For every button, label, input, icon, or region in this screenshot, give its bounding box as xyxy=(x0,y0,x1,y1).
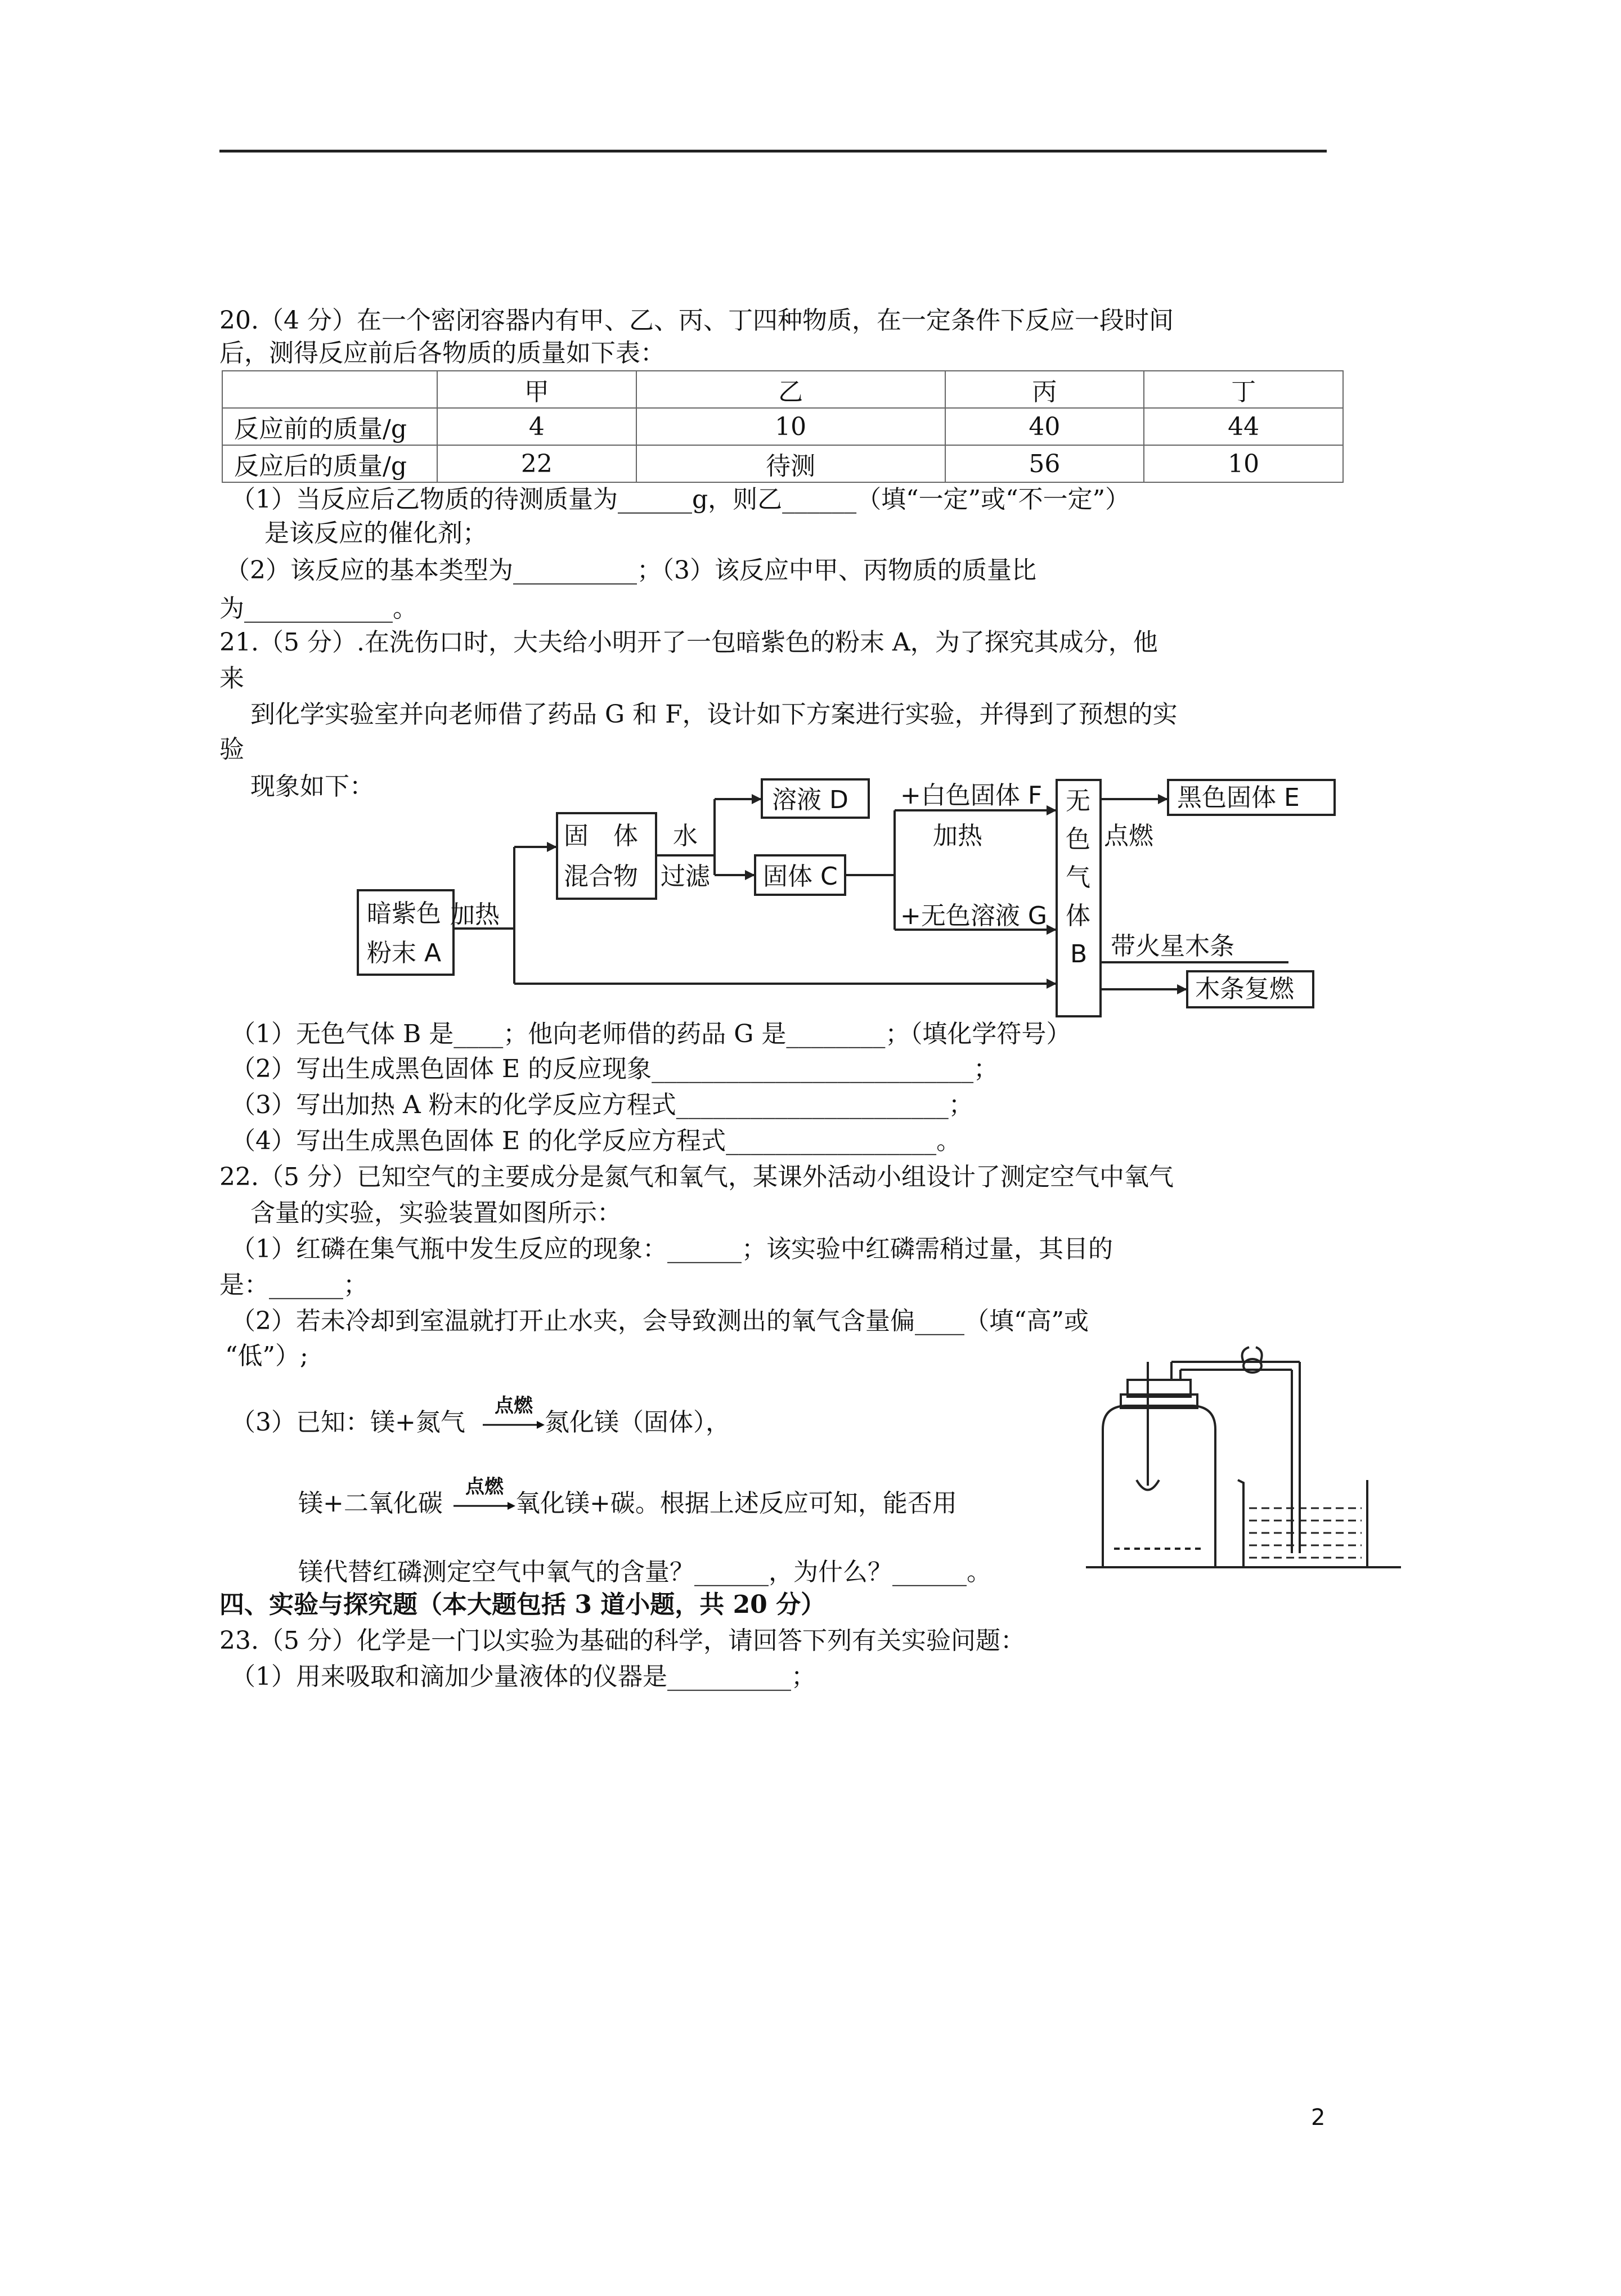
q22-sub1a: （1）红磷在集气瓶中发生反应的现象：______；该实验中红磷需稍过量，其目的 xyxy=(231,1235,1113,1263)
table-cell: 4 xyxy=(437,408,636,445)
section-4-heading: 四、实验与探究题（本大题包括 3 道小题，共 20 分） xyxy=(219,1590,826,1619)
reaction-arrow-1 xyxy=(483,1419,546,1430)
table-header-cell: 甲 xyxy=(437,371,636,408)
table-cell: 10 xyxy=(1144,445,1343,482)
ignite-condition-2: 点燃 xyxy=(465,1476,504,1498)
table-cell: 22 xyxy=(437,445,636,482)
q20-line2: 后，测得反应前后各物质的质量如下表： xyxy=(219,339,665,367)
heat2-label: 加热 xyxy=(933,822,982,850)
q22-sub2a: （2）若未冷却到室温就打开止水夹，会导致测出的氧气含量偏____（填“高”或 xyxy=(231,1307,1089,1335)
mixture-label-1: 固 体 xyxy=(564,822,638,850)
q22-line2: 含量的实验，实验装置如图所示： xyxy=(250,1199,622,1227)
q20-line1: 20.（4 分）在一个密闭容器内有甲、乙、丙、丁四种物质，在一定条件下反应一段时间 xyxy=(219,306,1174,335)
reaction-arrow-2 xyxy=(453,1500,517,1512)
q20-sub1a: （1）当反应后乙物质的待测质量为______g，则乙______（填“一定”或“不一定”） xyxy=(231,485,1130,514)
q21-sub4: （4）写出生成黑色固体 E 的化学反应方程式_________________。 xyxy=(231,1127,962,1155)
oxygen-measurement-apparatus xyxy=(1086,1339,1412,1587)
filter-label: 过滤 xyxy=(661,862,710,891)
gas-b-char-5: B xyxy=(1070,940,1088,968)
q23-line1: 23.（5 分）化学是一门以实验为基础的科学，请回答下列有关实验问题： xyxy=(219,1626,1025,1655)
heat-label: 加热 xyxy=(450,900,500,929)
powder-a-label-1: 暗紫色 xyxy=(367,899,441,928)
gas-b-char-4: 体 xyxy=(1066,902,1090,930)
q21-line3: 到化学实验室并向老师借了药品 G 和 F，设计如下方案进行实验，并得到了预想的实 xyxy=(250,700,1178,729)
water-label: 水 xyxy=(673,822,698,850)
page-number: 2 xyxy=(1311,2105,1326,2131)
white-solid-f-label: +白色固体 F xyxy=(900,781,1043,810)
ignite-label: 点燃 xyxy=(1104,822,1153,850)
powder-a-label-2: 粉末 A xyxy=(367,939,442,967)
black-solid-e-label: 黑色固体 E xyxy=(1177,783,1300,812)
q22-line1: 22.（5 分）已知空气的主要成分是氮气和氧气，某课外活动小组设计了测定空气中氧气 xyxy=(219,1163,1174,1191)
table-header-cell: 丁 xyxy=(1144,371,1343,408)
gas-b-char-1: 无 xyxy=(1066,787,1090,815)
q22-sub3c: 镁代替红磷测定空气中氧气的含量？______，为什么？______。 xyxy=(298,1558,991,1586)
q22-sub2b: “低”）; xyxy=(225,1342,308,1370)
table-header-cell: 乙 xyxy=(636,371,945,408)
table-cell: 反应前的质量/g xyxy=(222,408,437,445)
q21-line1: 21.（5 分）.在洗伤口时，大夫给小明开了一包暗紫色的粉末 A，为了探究其成分，他 xyxy=(219,628,1158,657)
q22-sub3-pre: （3）已知：镁+氮气 xyxy=(231,1408,465,1437)
ignite-condition-1: 点燃 xyxy=(495,1394,533,1417)
experiment-flow-diagram xyxy=(0,0,1621,1041)
table-cell: 56 xyxy=(945,445,1144,482)
colorless-solution-g-label: +无色溶液 G xyxy=(900,902,1047,930)
stick-relit-label: 木条复燃 xyxy=(1195,975,1294,1003)
box-gas-b xyxy=(1057,780,1101,1016)
q22-sub3b-post: 氧化镁+碳。根据上述反应可知，能否用 xyxy=(515,1489,957,1518)
table-header-cell: 丙 xyxy=(945,371,1144,408)
mixture-label-2: 混合物 xyxy=(564,862,638,891)
q22-sub3-post: 氮化镁（固体）， xyxy=(545,1408,730,1437)
table-cell: 反应后的质量/g xyxy=(222,445,437,482)
q21-sub2: （2）写出生成黑色固体 E 的反应现象__________________________； xyxy=(231,1055,999,1083)
q22-sub1b: 是：______； xyxy=(219,1271,368,1299)
table-cell: 40 xyxy=(945,408,1144,445)
solid-c-label: 固体 C xyxy=(763,862,838,891)
q21-line4: 验 xyxy=(219,735,244,764)
solution-d-label: 溶液 D xyxy=(772,786,848,814)
q23-sub1: （1）用来吸取和滴加少量液体的仪器是__________； xyxy=(231,1662,816,1691)
q20-sub1b: 是该反应的催化剂； xyxy=(264,519,487,548)
gas-b-char-2: 色 xyxy=(1066,825,1090,854)
q22-sub3b-pre: 镁+二氧化碳 xyxy=(298,1489,443,1518)
q21-sub3: （3）写出加热 A 粉末的化学反应方程式______________________； xyxy=(231,1091,973,1119)
glowing-stick-label: 带火星木条 xyxy=(1111,932,1234,961)
q20-sub2b: 为____________。 xyxy=(219,594,417,623)
table-cell: 10 xyxy=(636,408,945,445)
table-cell: 44 xyxy=(1144,408,1343,445)
q20-sub2a: （2）该反应的基本类型为__________；（3）该反应中甲、丙物质的质量比 xyxy=(225,556,1036,585)
gas-b-char-3: 气 xyxy=(1066,863,1090,892)
table-cell: 待测 xyxy=(636,445,945,482)
q21-line5: 现象如下： xyxy=(250,772,374,801)
q21-sub1: （1）无色气体 B 是____；他向老师借的药品 G 是________；（填化学符号） xyxy=(231,1020,1071,1048)
q21-line2: 来 xyxy=(219,664,244,693)
